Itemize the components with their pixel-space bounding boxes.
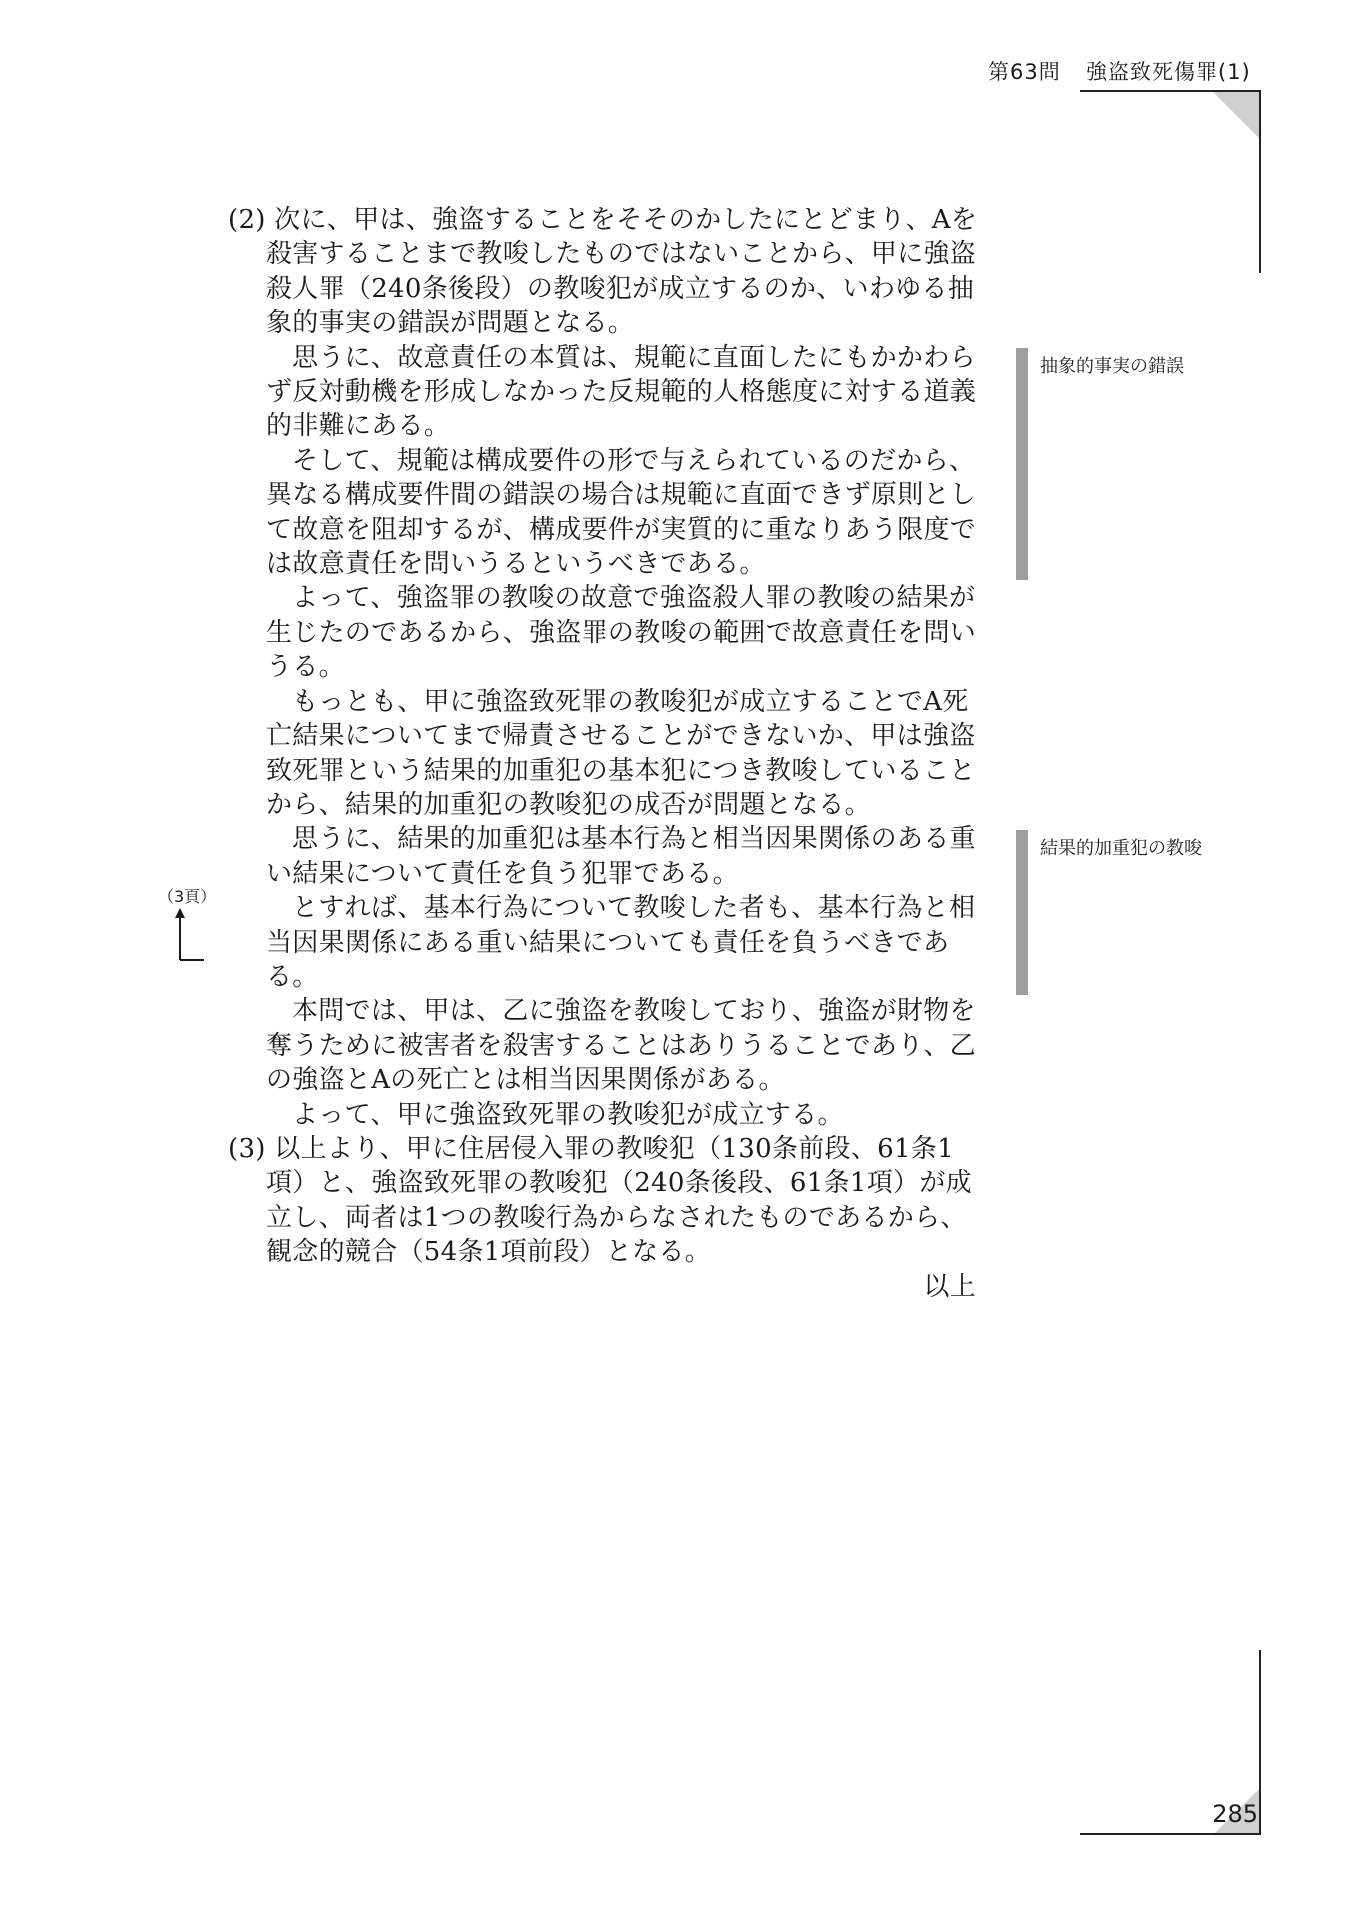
- paragraph: そして、規範は構成要件の形で与えられているのだから、異なる構成要件間の錯誤の場合は規範に直面できず原則として故意を阻却するが、構成要件が実質的に重なりあう限度では故意責任を問いうるというべきである。: [266, 445, 977, 580]
- page-break-marker: （3頁）: [158, 887, 217, 906]
- paragraph: 本問では、甲は、乙に強盗を教唆しており、強盗が財物を奪うために被害者を殺害することはありうることであり、乙の強盗とAの死亡とは相当因果関係がある。: [266, 996, 977, 1096]
- corner-tab-top: [1213, 92, 1259, 138]
- chapter-title: 強盗致死傷罪(1): [1086, 60, 1251, 84]
- up-arrow-icon: [174, 908, 206, 964]
- paragraph: よって、強盗罪の教唆の故意で強盗殺人罪の教唆の結果が生じたのであるから、強盗罪の教唆の範囲で故意責任を問いうる。: [266, 583, 977, 683]
- margin-rule-top: [1259, 90, 1261, 273]
- paragraph: 思うに、結果的加重犯は基本行為と相当因果関係のある重い結果について責任を負う犯罪である。: [266, 824, 976, 889]
- closing-mark: 以上: [923, 1271, 976, 1302]
- side-note-abstract-error: 抽象的事実の錯誤: [1040, 356, 1184, 377]
- question-number: 第63問: [988, 60, 1061, 84]
- paragraph-3: (3) 以上より、甲に住居侵入罪の教唆犯（130条前段、61条1項）と、強盗致死罪の教唆犯（240条後段、61条1項）が成立し、両者は1つの教唆行為からなされたものであるから、観念的競合（54条1項前段）となる。: [228, 1133, 972, 1268]
- margin-rule-bottom: [1259, 1650, 1261, 1835]
- side-note-aggravated-crime: 結果的加重犯の教唆: [1040, 838, 1202, 859]
- paragraph: とすれば、基本行為について教唆した者も、基本行為と相当因果関係にある重い結果についても責任を負うべきである。: [266, 893, 976, 992]
- side-note-bar: [1016, 830, 1028, 995]
- paragraph: よって、甲に強盗致死罪の教唆犯が成立する。: [292, 1099, 844, 1130]
- footer-rule: [1080, 1833, 1261, 1835]
- page-number: 285: [1212, 1800, 1258, 1828]
- side-note-bar: [1016, 348, 1028, 580]
- paragraph: もっとも、甲に強盗致死罪の教唆犯が成立することでA死亡結果についてまで帰責させることができないか、甲は強盗致死罪という結果的加重犯の基本犯につき教唆していることから、結果的加重犯の教唆犯の成否が問題となる。: [266, 686, 976, 820]
- answer-body: [228, 203, 988, 1304]
- paragraph-2: (2) 次に、甲は、強盗することをそそのかしたにとどまり、Aを殺害することまで教唆したものではないことから、甲に強盗殺人罪（240条後段）の教唆犯が成立するのか、いわゆる抽象的事実の錯誤が問題となる。: [228, 205, 978, 339]
- running-header: [980, 56, 1280, 90]
- paragraph: 思うに、故意責任の本質は、規範に直面したにもかかわらず反対動機を形成しなかった反規範的人格態度に対する道義的非難にある。: [266, 342, 977, 442]
